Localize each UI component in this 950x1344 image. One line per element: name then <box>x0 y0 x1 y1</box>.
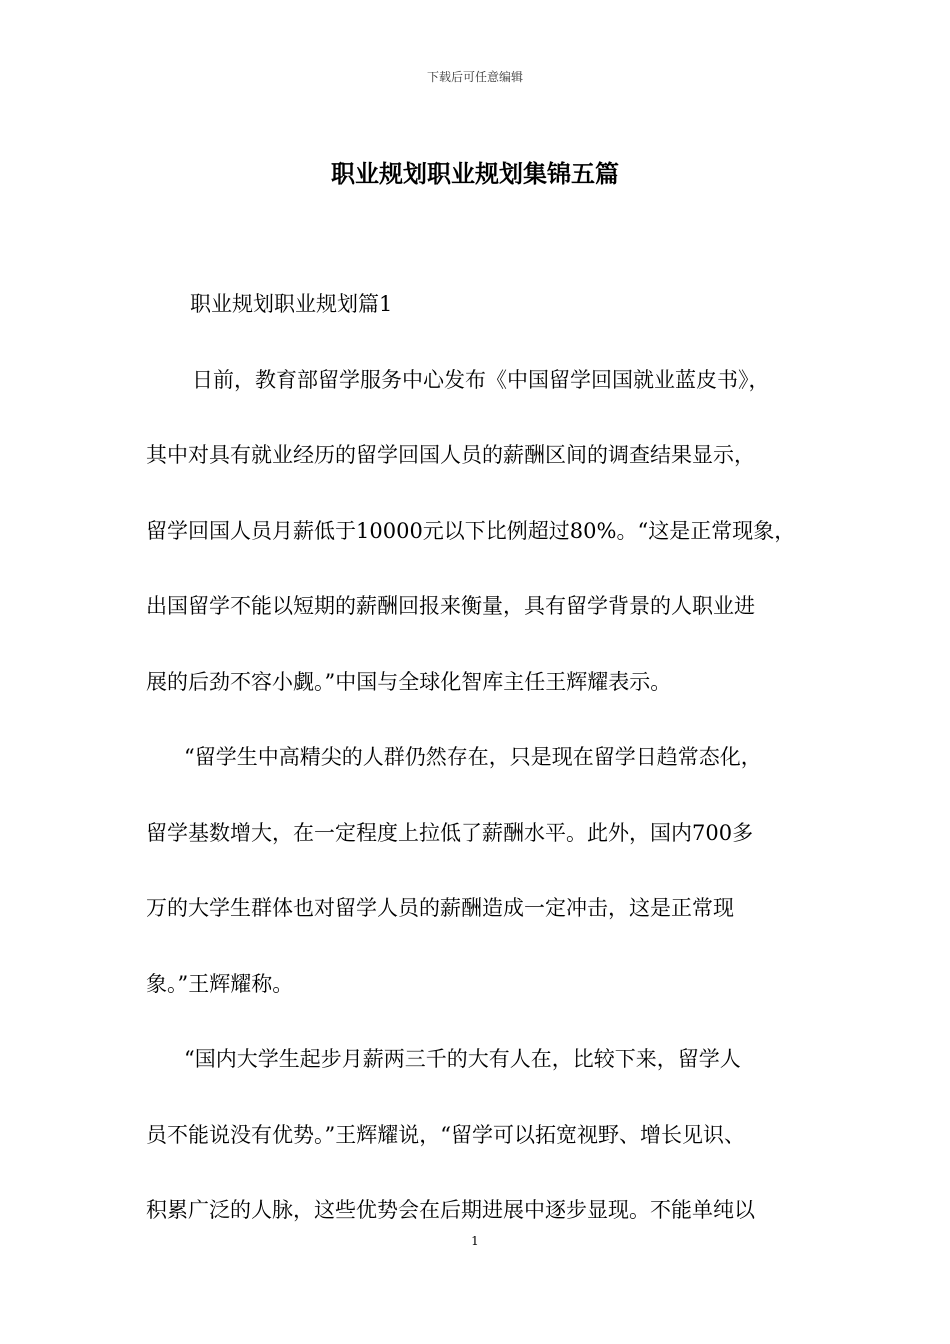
document-title: 职业规划职业规划集锦五篇 <box>331 160 619 188</box>
paragraph-line: 展的后劲不容小觑。”中国与全球化智库主任王辉耀表示。 <box>146 669 672 694</box>
paragraph-line: 员不能说没有优势。”王辉耀说，“留学可以拓宽视野、增长见识、 <box>146 1122 745 1147</box>
paragraph-line: 出国留学不能以短期的薪酬回报来衡量，具有留学背景的人职业进 <box>146 594 755 618</box>
section-heading: 职业规划职业规划篇1 <box>190 292 393 316</box>
paragraph-line: 留学基数增大，在一定程度上拉低了薪酬水平。此外，国内700多 <box>146 820 754 845</box>
paragraph-line: 留学回国人员月薪低于10000元以下比例超过80%。“这是正常现象， <box>146 518 796 543</box>
header-note: 下载后可任意编辑 <box>426 70 523 84</box>
paragraph-line: “国内大学生起步月薪两三千的大有人在，比较下来，留学人 <box>184 1047 741 1071</box>
paragraph-line: 其中对具有就业经历的留学回国人员的薪酬区间的调查结果显示， <box>146 443 755 467</box>
page-number: 1 <box>471 1234 479 1248</box>
document-body <box>146 282 826 1264</box>
paragraph-line: 万的大学生群体也对留学人员的薪酬造成一定冲击，这是正常现 <box>146 896 734 920</box>
paragraph-line: 积累广泛的人脉，这些优势会在后期进展中逐步显现。不能单纯以 <box>146 1198 755 1222</box>
paragraph-line: 日前，教育部留学服务中心发布《中国留学回国就业蓝皮书》， <box>192 367 770 392</box>
paragraph-line: 象。”王辉耀称。 <box>146 971 294 996</box>
paragraph-line: “留学生中高精尖的人群仍然存在，只是现在留学日趋常态化， <box>184 745 762 769</box>
